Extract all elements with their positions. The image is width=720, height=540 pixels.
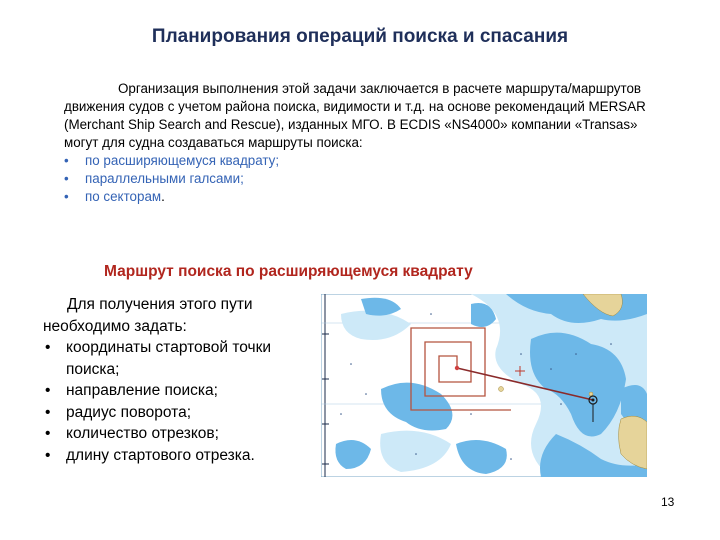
parameters-block <box>43 294 298 466</box>
bullet-icon: • <box>45 339 51 356</box>
page-number: 13 <box>661 495 675 509</box>
list-item <box>64 152 664 170</box>
bullet-icon: • <box>64 171 69 186</box>
search-type-text: по расширяющемуся квадрату; <box>85 153 280 168</box>
search-type-text: параллельными галсами; <box>85 171 244 186</box>
parameter-text: радиус поворота; <box>66 403 192 421</box>
section-subtitle: Маршрут поиска по расширяющемуся квадрату <box>104 263 473 280</box>
intro-text: Организация выполнения этой задачи заключается в расчете маршрута/маршрутов движения судов с учетом района поиска, видимости и т.д. на основе рекомендаций MERSAR (Merchant Ship Search and Rescue), изданных МГО. В ECDIS «NS4000» компании «Transas» могут для судна создаваться маршруты поиска: <box>64 81 646 150</box>
list-item <box>43 445 298 467</box>
search-types-list <box>64 152 664 206</box>
parameter-text: количество отрезков; <box>66 425 219 442</box>
slide-title: Планирования операций поиска и спасания <box>151 26 569 47</box>
list-item <box>43 337 298 380</box>
list-item <box>64 170 664 188</box>
parameter-text: длину стартового отрезка. <box>66 446 255 464</box>
bullet-icon: • <box>45 425 51 442</box>
list-item <box>64 188 664 206</box>
bullet-icon: • <box>45 382 51 399</box>
parameter-text: координаты стартовой точки поиска; <box>66 339 272 378</box>
list-item <box>43 402 298 424</box>
intro-block <box>64 80 664 206</box>
parameters-lead: Для получения этого пути необходимо задать: <box>43 296 253 335</box>
parameter-text: направление поиска; <box>66 382 218 399</box>
search-type-trail: . <box>161 189 165 204</box>
bullet-icon: • <box>45 403 51 421</box>
bullet-icon: • <box>64 153 69 168</box>
nautical-chart-image <box>321 294 647 477</box>
parameters-list <box>43 337 298 466</box>
bullet-icon: • <box>45 446 51 464</box>
list-item <box>43 423 298 445</box>
search-type-text: по секторам <box>85 189 162 204</box>
bullet-icon: • <box>64 189 69 204</box>
list-item <box>43 380 298 402</box>
